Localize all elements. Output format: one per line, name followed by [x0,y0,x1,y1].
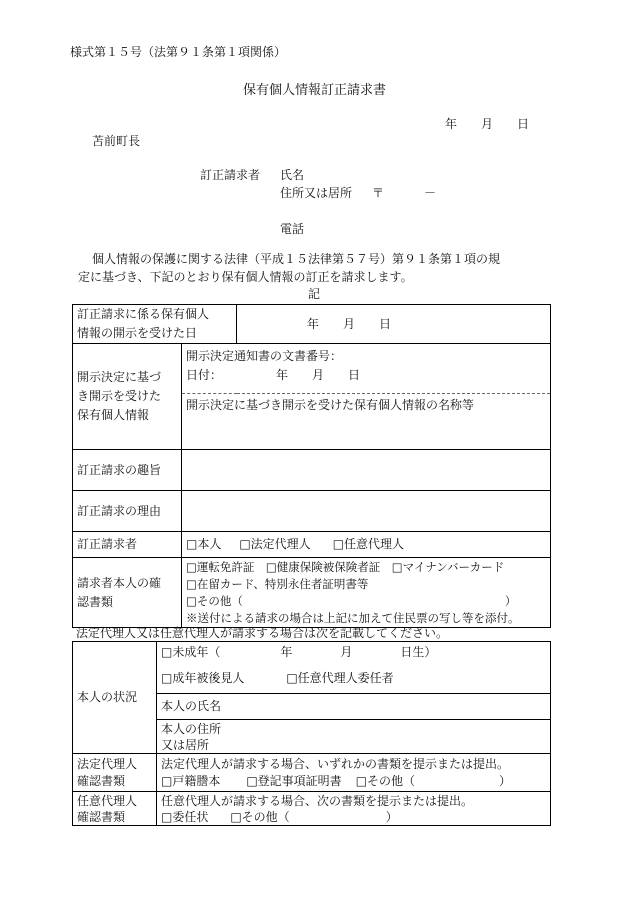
notice-info-cell[interactable] [182,344,551,394]
checkbox-self[interactable]: □本人 [186,537,222,551]
form-title: 保有個人情報訂正請求書 [243,83,387,98]
id-docs-options [182,558,551,628]
requester-type-options [182,532,551,558]
address-label: 住所又は居所 [280,186,353,200]
disclosure-date-value[interactable]: 年 月 日 [237,305,551,344]
agent-table [72,641,551,826]
checkbox-adult-guardian[interactable]: □成年被後見人 [161,670,245,685]
requester-label: 訂正請求者 [200,168,261,182]
principal-address-label[interactable]: 本人の住所 又は居所 [157,720,551,754]
checkbox-minor[interactable]: □未成年（ 年 月 日生） [157,642,551,664]
principal-name-label[interactable]: 本人の氏名 [157,694,551,720]
legal-docs-label: 法定代理人 確認書類 [73,754,157,792]
legal-docs-instruction: 法定代理人が請求する場合、いずれかの書類を提示または提出。 [161,756,510,771]
guardian-options [157,664,551,694]
voluntary-docs-options [157,792,551,826]
phone-label: 電話 [280,222,305,236]
checkbox-legal-other[interactable]: □その他（ ） [355,773,512,788]
info-label: 開示決定に基づ き開示を受けた 保有個人情報 [73,344,182,450]
date-line: 年 月 日 [445,117,530,131]
id-docs-row [73,558,551,628]
id-docs-line1[interactable]: □運転免許証 □健康保険被保険者証 □マイナンバーカード [186,559,505,574]
requester-type-row [73,532,551,558]
purpose-label: 訂正請求の趣旨 [73,450,182,491]
reason-label: 訂正請求の理由 [73,491,182,532]
id-docs-note: ※送付による請求の場合は上記に加えて住民票の写し等を添付。 [186,610,520,625]
voluntary-docs-label: 任意代理人 確認書類 [73,792,157,826]
status-label: 本人の状況 [73,642,157,754]
checkbox-power-of-attorney[interactable]: □委任状 [161,809,209,824]
disclosure-date-row [73,305,551,344]
ki-mark: 記 [308,287,321,301]
postal-mark: 〒 [372,186,385,200]
form-number: 様式第１５号（法第９１条第１項関係） [70,45,287,59]
recipient: 苫前町長 [92,134,141,148]
status-row-minor [73,642,551,664]
notice-date: 日付： 年 月 日 [186,368,361,382]
checkbox-voluntary-other[interactable]: □その他（ ） [230,809,398,824]
id-docs-line2[interactable]: □在留カード、特別永住者証明書等 [186,576,369,591]
requester-type-label: 訂正請求者 [73,532,182,558]
voluntary-docs-instruction: 任意代理人が請求する場合、次の書類を提示または提出。 [161,793,474,808]
body-text-line1: 個人情報の保護に関する法律（平成１５法律第５７号）第９１条第１項の規 [92,252,501,266]
id-docs-other[interactable]: □その他（ ） [186,593,517,608]
checkbox-voluntary-agent[interactable]: □任意代理人 [332,537,405,551]
notice-doc-number: 開示決定通知書の文書番号： [186,349,343,363]
name-label: 氏名 [280,168,305,182]
checkbox-registry-certificate[interactable]: □登記事項証明書 [246,773,342,788]
body-text-line2: 定に基づき、下記のとおり保有個人情報の訂正を請求します。 [78,270,413,284]
legal-docs-row [73,754,551,792]
reason-row [73,491,551,532]
disclosure-date-label: 訂正請求に係る保有個人 情報の開示を受けた日 [73,305,237,344]
info-row-top [73,344,551,394]
checkbox-voluntary-principal[interactable]: □任意代理人委任者 [286,670,394,685]
id-docs-label: 請求者本人の確 認書類 [73,558,182,628]
agent-note: 法定代理人又は任意代理人が請求する場合は次を記載してください。 [76,626,449,640]
purpose-row [73,450,551,491]
checkbox-legal-agent[interactable]: □法定代理人 [239,537,311,551]
voluntary-docs-row [73,792,551,826]
request-table [72,304,551,628]
checkbox-family-register[interactable]: □戸籍謄本 [161,773,221,788]
info-name-cell[interactable]: 開示決定に基づき開示を受けた保有個人情報の名称等 [182,394,551,450]
purpose-field[interactable] [182,450,551,491]
legal-docs-options [157,754,551,792]
postal-dash: － [424,186,437,200]
reason-field[interactable] [182,491,551,532]
